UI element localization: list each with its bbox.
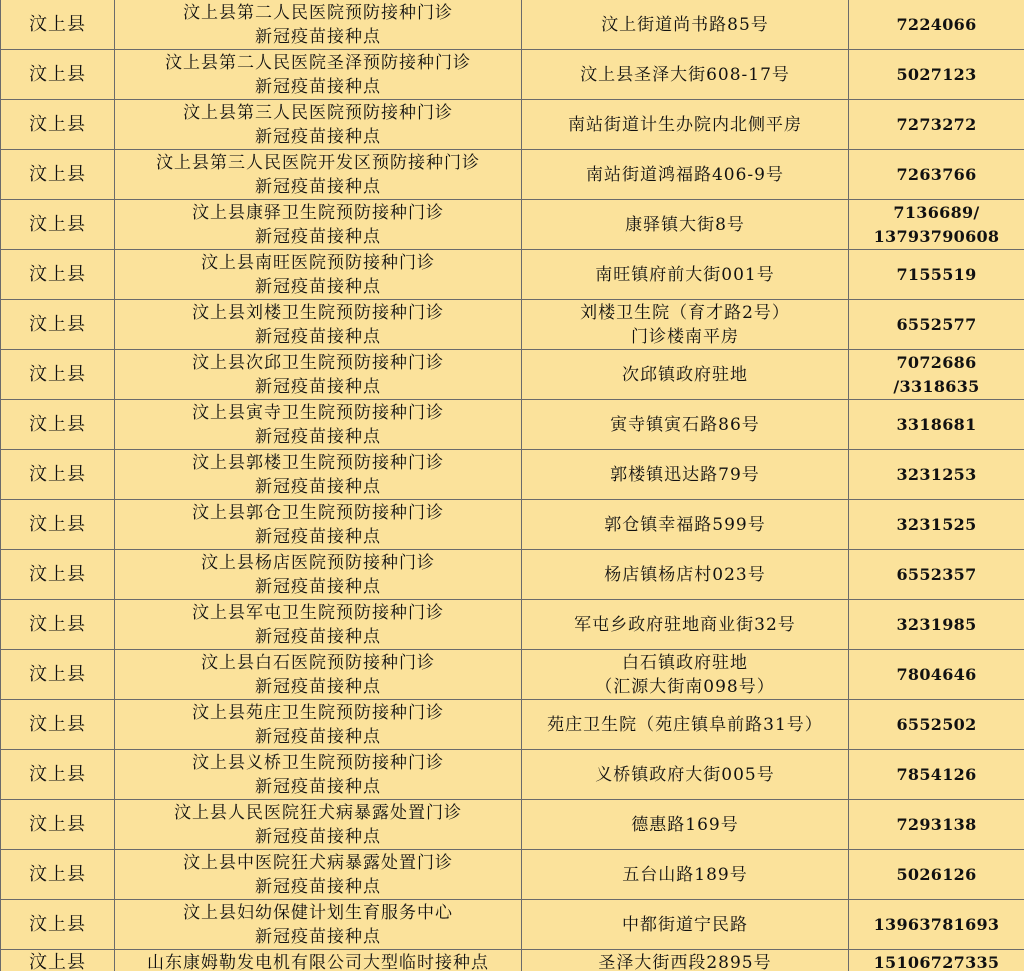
table-row	[1, 300, 1024, 350]
address-cell-line: 南站街道鸿福路406-9号	[585, 164, 784, 185]
table-row	[1, 700, 1024, 750]
site-name-cell-line: 汶上县次邱卫生院预防接种门诊	[192, 352, 444, 373]
phone-cell	[849, 50, 1024, 100]
table-row	[1, 400, 1024, 450]
phone-cell-line: 3231253	[896, 464, 977, 484]
address-cell	[522, 700, 849, 750]
address-cell	[522, 300, 849, 350]
site-name-cell	[115, 450, 522, 500]
site-name-cell	[115, 50, 522, 100]
site-name-cell-line: 汶上县人民医院狂犬病暴露处置门诊	[174, 802, 462, 823]
address-cell	[522, 200, 849, 250]
phone-cell	[849, 950, 1024, 971]
county-cell: 汶上县	[1, 700, 115, 750]
phone-cell	[849, 650, 1024, 700]
site-name-cell	[115, 200, 522, 250]
site-name-cell	[115, 800, 522, 850]
site-name-cell	[115, 250, 522, 300]
table-row	[1, 250, 1024, 300]
address-cell-line: 军屯乡政府驻地商业街32号	[574, 614, 796, 635]
site-name-cell-line: 汶上县南旺医院预防接种门诊	[201, 252, 435, 273]
phone-cell	[849, 300, 1024, 350]
site-name-cell	[115, 650, 522, 700]
site-name-cell-line: 新冠疫苗接种点	[255, 476, 381, 497]
site-name-cell-line: 汶上县义桥卫生院预防接种门诊	[192, 752, 444, 773]
phone-cell	[849, 500, 1024, 550]
site-name-cell	[115, 700, 522, 750]
county-cell: 汶上县	[1, 650, 115, 700]
table-row	[1, 450, 1024, 500]
site-name-cell-line: 汶上县郭楼卫生院预防接种门诊	[192, 452, 444, 473]
county-cell: 汶上县	[1, 900, 115, 950]
address-cell	[522, 900, 849, 950]
site-name-cell-line: 新冠疫苗接种点	[255, 876, 381, 897]
site-name-cell	[115, 850, 522, 900]
phone-cell-line: 5027123	[896, 64, 977, 84]
address-cell-line: 杨店镇杨店村023号	[604, 564, 766, 585]
site-name-cell-line: 汶上县军屯卫生院预防接种门诊	[192, 602, 444, 623]
phone-cell-line: 3318681	[896, 414, 977, 434]
table-row	[1, 800, 1024, 850]
site-name-cell-line: 汶上县康驿卫生院预防接种门诊	[192, 202, 444, 223]
address-cell	[522, 100, 849, 150]
address-cell	[522, 150, 849, 200]
site-name-cell-line: 汶上县第三人民医院预防接种门诊	[183, 102, 453, 123]
site-name-cell	[115, 300, 522, 350]
address-cell	[522, 0, 849, 50]
county-cell: 汶上县	[1, 300, 115, 350]
phone-cell-line: /3318635	[893, 376, 980, 396]
address-cell-line: 白石镇政府驻地	[622, 652, 748, 673]
site-name-cell	[115, 900, 522, 950]
table-row	[1, 550, 1024, 600]
site-name-cell-line: 新冠疫苗接种点	[255, 176, 381, 197]
site-name-cell	[115, 750, 522, 800]
phone-cell-line: 6552502	[896, 714, 977, 734]
site-name-cell	[115, 550, 522, 600]
address-cell-line: 汶上县圣泽大街608-17号	[580, 64, 790, 85]
phone-cell-line: 3231985	[896, 614, 977, 634]
address-cell	[522, 850, 849, 900]
phone-cell-line: 7072686	[896, 352, 977, 372]
table-row	[1, 750, 1024, 800]
address-cell-line: 五台山路189号	[622, 864, 748, 885]
address-cell-line: 德惠路169号	[631, 814, 739, 835]
phone-cell-line: 7263766	[896, 164, 977, 184]
site-name-cell-line: 汶上县白石医院预防接种门诊	[201, 652, 435, 673]
phone-cell-line: 15106727335	[873, 953, 1000, 971]
table-row	[1, 150, 1024, 200]
address-cell-line: 郭仓镇幸福路599号	[604, 514, 766, 535]
phone-cell-line: 13793790608	[873, 226, 1000, 246]
phone-cell	[849, 400, 1024, 450]
county-cell: 汶上县	[1, 850, 115, 900]
address-cell-line: 门诊楼南平房	[631, 326, 739, 347]
phone-cell-line: 7293138	[896, 814, 977, 834]
phone-cell	[849, 200, 1024, 250]
site-name-cell-line: 新冠疫苗接种点	[255, 426, 381, 447]
county-cell: 汶上县	[1, 550, 115, 600]
site-name-cell-line: 新冠疫苗接种点	[255, 676, 381, 697]
table-row	[1, 100, 1024, 150]
site-name-cell	[115, 500, 522, 550]
address-cell	[522, 400, 849, 450]
site-name-cell-line: 新冠疫苗接种点	[255, 726, 381, 747]
county-cell: 汶上县	[1, 350, 115, 400]
site-name-cell-line: 新冠疫苗接种点	[255, 926, 381, 947]
county-cell: 汶上县	[1, 600, 115, 650]
site-name-cell-line: 新冠疫苗接种点	[255, 126, 381, 147]
phone-cell	[849, 900, 1024, 950]
site-name-cell-line: 汶上县寅寺卫生院预防接种门诊	[192, 402, 444, 423]
table-row	[1, 0, 1024, 50]
address-cell-line: 刘楼卫生院（育才路2号）	[580, 302, 790, 323]
phone-cell	[849, 150, 1024, 200]
site-name-cell-line: 新冠疫苗接种点	[255, 776, 381, 797]
address-cell-line: 苑庄卫生院（苑庄镇阜前路31号）	[547, 714, 823, 735]
site-name-cell-line: 新冠疫苗接种点	[255, 376, 381, 397]
phone-cell-line: 7804646	[896, 664, 977, 684]
table-row	[1, 950, 1024, 971]
site-name-cell-line: 新冠疫苗接种点	[255, 326, 381, 347]
table-row	[1, 850, 1024, 900]
phone-cell	[849, 450, 1024, 500]
site-name-cell	[115, 600, 522, 650]
phone-cell	[849, 250, 1024, 300]
county-cell: 汶上县	[1, 450, 115, 500]
address-cell-line: 义桥镇政府大街005号	[595, 764, 775, 785]
phone-cell	[849, 800, 1024, 850]
county-cell: 汶上县	[1, 750, 115, 800]
phone-cell	[849, 550, 1024, 600]
site-name-cell-line: 汶上县杨店医院预防接种门诊	[201, 552, 435, 573]
phone-cell	[849, 700, 1024, 750]
site-name-cell-line: 新冠疫苗接种点	[255, 226, 381, 247]
site-name-cell-line: 新冠疫苗接种点	[255, 576, 381, 597]
site-name-cell-line: 新冠疫苗接种点	[255, 626, 381, 647]
address-cell-line: 康驿镇大街8号	[625, 214, 745, 235]
address-cell-line: 圣泽大街西段2895号	[598, 953, 772, 971]
site-name-cell-line: 汶上县刘楼卫生院预防接种门诊	[192, 302, 444, 323]
address-cell	[522, 650, 849, 700]
county-cell: 汶上县	[1, 400, 115, 450]
site-name-cell-line: 新冠疫苗接种点	[255, 826, 381, 847]
phone-cell	[849, 850, 1024, 900]
phone-cell-line: 7155519	[896, 264, 977, 284]
address-cell	[522, 250, 849, 300]
address-cell-line: 次邱镇政府驻地	[622, 364, 748, 385]
county-cell: 汶上县	[1, 100, 115, 150]
county-cell: 汶上县	[1, 50, 115, 100]
phone-cell	[849, 750, 1024, 800]
phone-cell-line: 6552357	[896, 564, 977, 584]
county-cell: 汶上县	[1, 200, 115, 250]
address-cell-line: 寅寺镇寅石路86号	[610, 414, 760, 435]
phone-cell-line: 7136689/	[893, 202, 980, 222]
table-row	[1, 200, 1024, 250]
site-name-cell-line: 汶上县中医院狂犬病暴露处置门诊	[183, 852, 453, 873]
site-name-cell	[115, 400, 522, 450]
site-name-cell-line: 汶上县苑庄卫生院预防接种门诊	[192, 702, 444, 723]
site-name-cell-line: 新冠疫苗接种点	[255, 26, 381, 47]
phone-cell-line: 6552577	[896, 314, 977, 334]
table-row	[1, 900, 1024, 950]
table-row	[1, 350, 1024, 400]
county-cell: 汶上县	[1, 950, 115, 971]
phone-cell	[849, 0, 1024, 50]
address-cell-line: 中都街道宁民路	[622, 914, 748, 935]
address-cell	[522, 550, 849, 600]
site-name-cell	[115, 950, 522, 971]
site-name-cell-line: 新冠疫苗接种点	[255, 276, 381, 297]
site-name-cell-line: 汶上县第二人民医院圣泽预防接种门诊	[165, 52, 471, 73]
address-cell	[522, 600, 849, 650]
address-cell-line: 南站街道计生办院内北侧平房	[568, 114, 802, 135]
site-name-cell-line: 汶上县第二人民医院预防接种门诊	[183, 2, 453, 23]
address-cell-line: 南旺镇府前大街001号	[595, 264, 775, 285]
address-cell	[522, 450, 849, 500]
phone-cell-line: 3231525	[896, 514, 977, 534]
address-cell	[522, 500, 849, 550]
site-name-cell-line: 汶上县郭仓卫生院预防接种门诊	[192, 502, 444, 523]
site-name-cell	[115, 350, 522, 400]
phone-cell-line: 13963781693	[873, 914, 1000, 934]
site-name-cell	[115, 0, 522, 50]
table-body	[1, 0, 1024, 971]
phone-cell	[849, 100, 1024, 150]
county-cell: 汶上县	[1, 0, 115, 50]
address-cell	[522, 950, 849, 971]
site-name-cell	[115, 150, 522, 200]
county-cell: 汶上县	[1, 500, 115, 550]
address-cell	[522, 750, 849, 800]
site-name-cell-line: 新冠疫苗接种点	[255, 526, 381, 547]
site-name-cell	[115, 100, 522, 150]
site-name-cell-line: 汶上县妇幼保健计划生育服务中心	[183, 902, 453, 923]
phone-cell-line: 7854126	[896, 764, 977, 784]
address-cell	[522, 350, 849, 400]
table-row	[1, 650, 1024, 700]
address-cell	[522, 800, 849, 850]
table-row	[1, 50, 1024, 100]
phone-cell	[849, 600, 1024, 650]
phone-cell	[849, 350, 1024, 400]
address-cell-line: （汇源大街南098号）	[595, 676, 775, 697]
phone-cell-line: 7224066	[896, 14, 977, 34]
phone-cell-line: 5026126	[896, 864, 977, 884]
table-row	[1, 600, 1024, 650]
site-name-cell-line: 新冠疫苗接种点	[255, 76, 381, 97]
phone-cell-line: 7273272	[896, 114, 977, 134]
county-cell: 汶上县	[1, 250, 115, 300]
county-cell: 汶上县	[1, 150, 115, 200]
address-cell-line: 汶上街道尚书路85号	[601, 14, 769, 35]
county-cell: 汶上县	[1, 800, 115, 850]
table-row	[1, 500, 1024, 550]
site-name-cell-line: 山东康姆勒发电机有限公司大型临时接种点	[147, 953, 489, 971]
address-cell-line: 郭楼镇迅达路79号	[610, 464, 760, 485]
address-cell	[522, 50, 849, 100]
site-name-cell-line: 汶上县第三人民医院开发区预防接种门诊	[156, 152, 480, 173]
